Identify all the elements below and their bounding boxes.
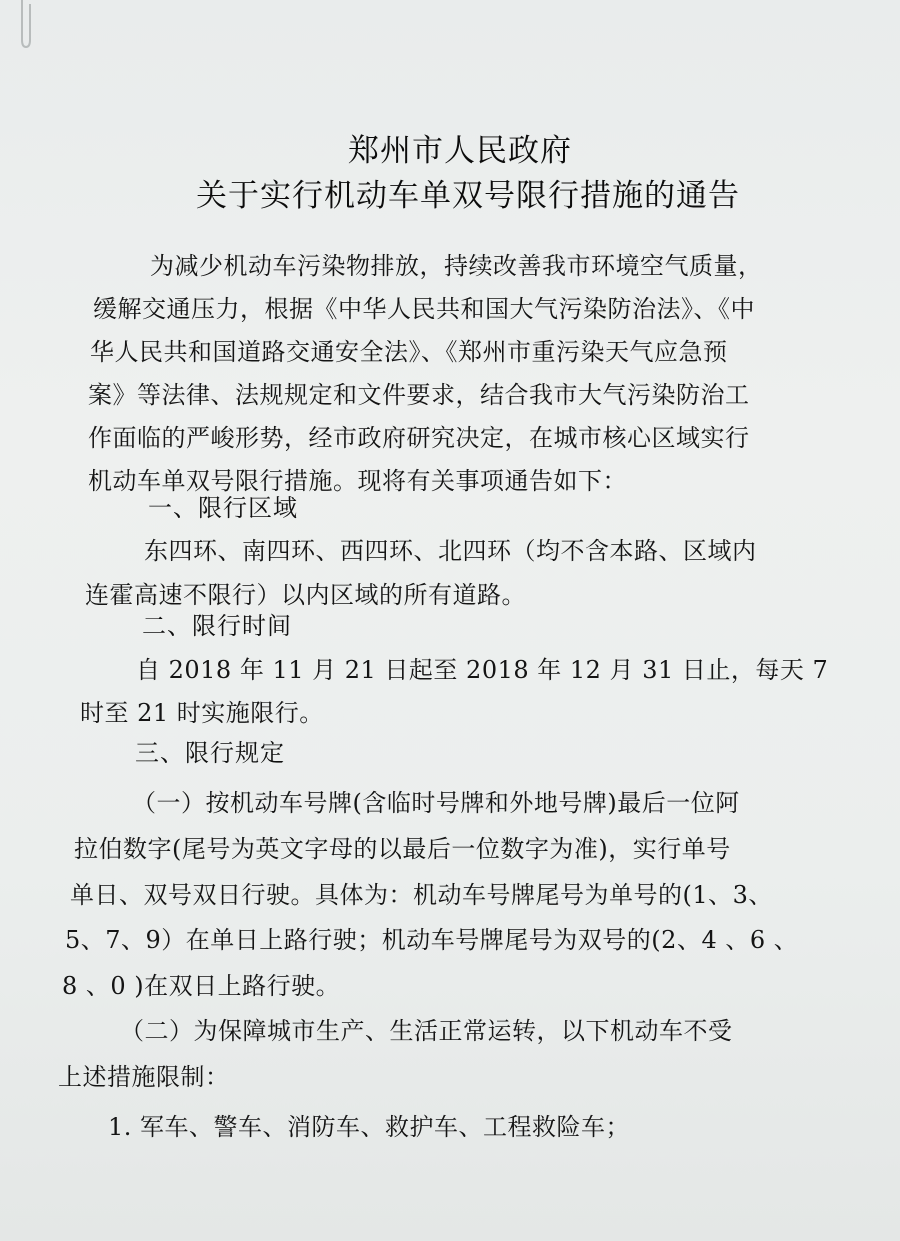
rule-item2-line-1: （二）为保障城市生产、生活正常运转，以下机动车不受 [120,1017,733,1045]
intro-line-5: 作面临的严峻形势，经市政府研究决定，在城市核心区域实行 [88,424,750,452]
section-area-line-2: 连霍高速不限行）以内区域的所有道路。 [85,581,526,609]
section-area-heading: 一、限行区域 [148,494,298,522]
document-title-line1: 郑州市人民政府 [348,133,572,169]
intro-line-3: 华人民共和国道路交通安全法》、《郑州市重污染天气应急预 [90,338,728,366]
rule-item1-line-3: 单日、双号双日行驶。具体为：机动车号牌尾号为单号的(1、3、 [70,881,773,909]
section-time-line-1: 自 2018 年 11 月 21 日起至 2018 年 12 月 31 日止，每天 7 [136,656,829,684]
section-time-heading: 二、限行时间 [142,612,292,640]
intro-line-6: 机动车单双号限行措施。现将有关事项通告如下： [88,467,627,495]
rule-item2-line-2: 上述措施限制： [58,1063,230,1091]
section-time-line-2: 时至 21 时实施限行。 [80,699,324,727]
intro-line-4: 案》等法律、法规规定和文件要求，结合我市大气污染防治工 [88,381,750,409]
paperclip-icon [18,0,34,50]
intro-line-1: 为减少机动车污染物排放，持续改善我市环境空气质量， [150,252,763,280]
exempt-item-1: 1. 军车、警车、消防车、救护车、工程救险车； [108,1113,631,1141]
section-area-line-1: 东四环、南四环、西四环、北四环（均不含本路、区域内 [144,537,757,565]
section-rules-heading: 三、限行规定 [135,739,285,767]
rule-item1-line-1: （一）按机动车号牌(含临时号牌和外地号牌)最后一位阿 [132,789,740,817]
rule-item1-line-4: 5、7、9）在单日上路行驶；机动车号牌尾号为双号的(2、4 、6 、 [65,926,799,954]
rule-item1-line-5: 8 、0 )在双日上路行驶。 [62,972,341,1000]
document-title-line2: 关于实行机动车单双号限行措施的通告 [196,178,740,214]
intro-line-2: 缓解交通压力，根据《中华人民共和国大气污染防治法》、《中 [93,295,755,323]
rule-item1-line-2: 拉伯数字(尾号为英文字母的以最后一位数字为准)，实行单号 [74,835,731,863]
